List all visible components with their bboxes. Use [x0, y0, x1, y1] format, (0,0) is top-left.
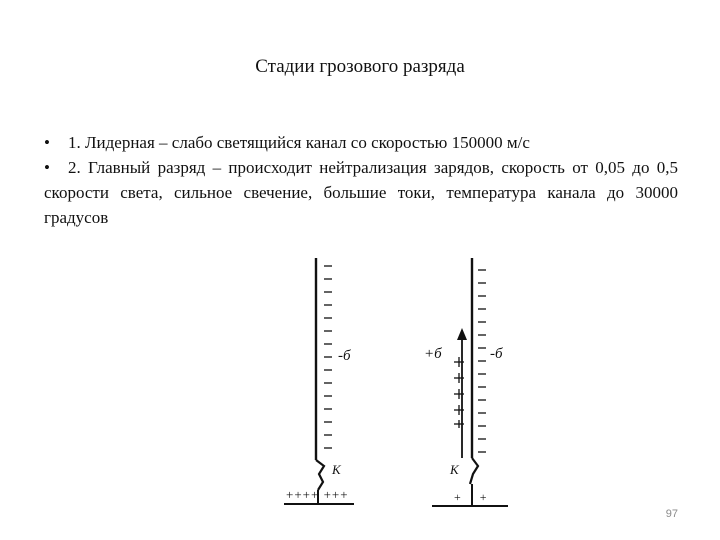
bullet-text: 1. Лидерная – слабо светящийся канал со скоростью 150000 м/с: [68, 133, 530, 152]
lightning-stages-figure: [280, 252, 510, 514]
bullet-item: [44, 130, 678, 155]
right-channel-label: K: [450, 462, 459, 477]
right-plus-label: +б: [424, 346, 442, 362]
bullet-list: [44, 130, 678, 230]
left-ground-charges: ++++ +++: [286, 487, 349, 502]
left-leader-branch: [316, 460, 324, 490]
right-ground-charges: + +: [454, 490, 487, 504]
bullet-marker: •: [44, 158, 50, 177]
right-channel-bend: [470, 458, 478, 484]
right-minus-charges: [478, 270, 486, 452]
bullet-text: 2. Главный разряд – происходит нейтрализация зарядов, скорость от 0,05 до 0,5 скорости света, сильное свечение, большие токи, температура канала до 30000 градусов: [44, 158, 678, 227]
right-panel: [424, 258, 508, 506]
right-minus-label: -б: [490, 346, 503, 362]
page-number: 97: [665, 508, 678, 520]
left-charge-label: -б: [338, 348, 351, 364]
bullet-marker: •: [44, 133, 50, 152]
left-leader-label: K: [332, 462, 341, 477]
left-minus-charges: [324, 266, 332, 448]
bullet-item: [44, 155, 678, 230]
left-panel: [284, 258, 354, 504]
up-arrow-icon: [457, 328, 467, 340]
slide-title: Стадии грозового разряда: [255, 56, 465, 77]
